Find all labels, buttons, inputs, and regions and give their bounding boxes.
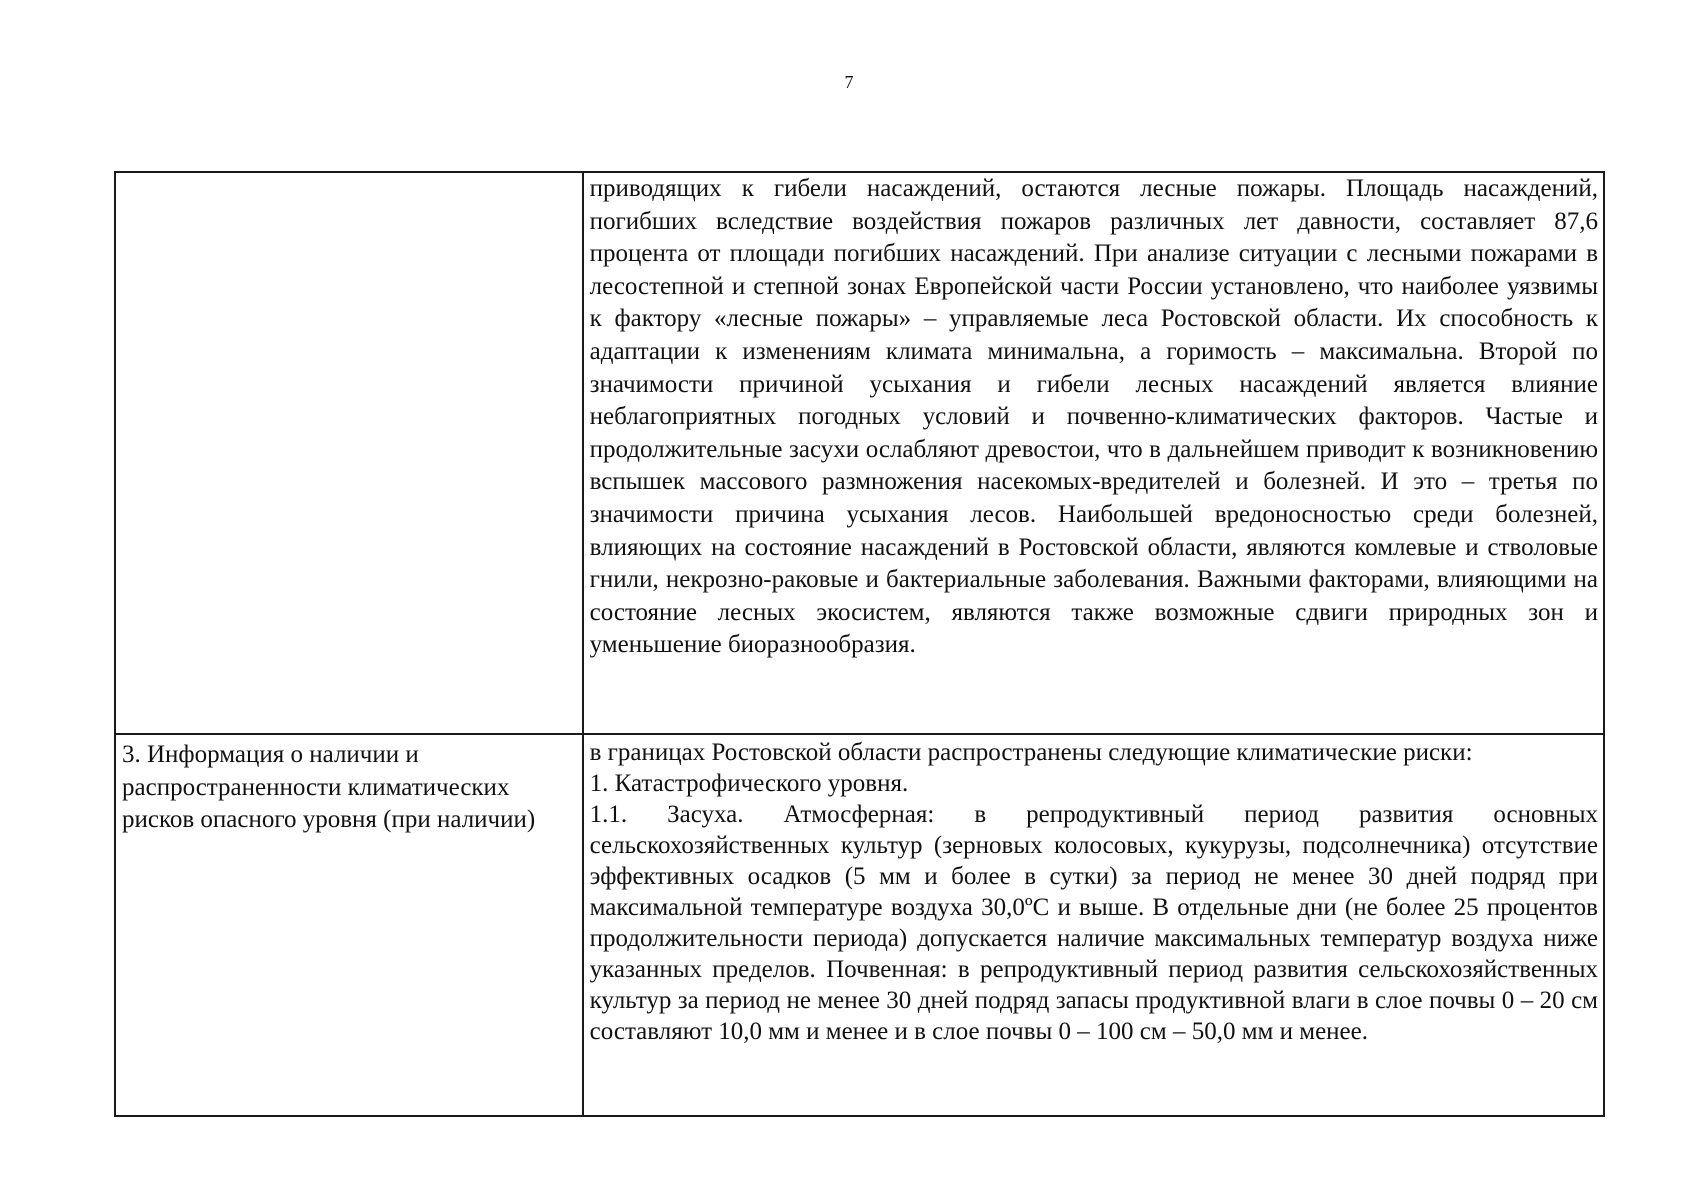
table-row — [115, 172, 1604, 734]
table-cell-right — [583, 734, 1604, 1116]
table-cell-left: 3. Информация о наличии и распространенности климатических рисков опасного уровня (при наличии) — [115, 734, 583, 1116]
paragraph: в границах Ростовской области распространены следующие климатические риски: — [589, 739, 1473, 766]
table-row — [115, 734, 1604, 1116]
document-table — [114, 171, 1605, 1117]
cell-content — [590, 735, 1598, 1047]
page-number: 7 — [844, 72, 854, 92]
paragraph: 1.1. Засуха. Атмосферная: в репродуктивный период развития основных сельскохозяйственных культур (зерновых колосовых, кукурузы, подсолнечника) отсутствие эффективных осадков (5 мм и более в сутки) за период не менее 30 дней подряд при максимальной температуре воздуха 30,0ºС и выше. В отдельные дни (не более 25 процентов продолжительности периода) допускается наличие максимальных температур воздуха ниже указанных пределов. Почвенная: в репродуктивный период развития сельскохозяйственных культур за период не менее 30 дней подряд запасы продуктивной влаги в слое почвы 0 – 20 см составляют 10,0 мм и менее и в слое почвы 0 – 100 см – 50,0 мм и менее. — [589, 801, 1598, 1045]
table-cell-right — [583, 172, 1604, 734]
paragraph: приводящих к гибели насаждений, остаются лесные пожары. Площадь насаждений, погибших вследствие воздействия пожаров различных лет давности, составляет 87,6 процента от площади погибших насаждений. При анализе ситуации с лесными пожарами в лесостепной и степной зонах Европейской части России установлено, что наиболее уязвимы к фактору «лесные пожары» – управляемые леса Ростовской области. Их способность к адаптации к изменениям климата минимальна, а горимость – максимальна. Второй по значимости причиной усыхания и гибели лесных насаждений является влияние неблагоприятных погодных условий и почвенно-климатических факторов. Частые и продолжительные засухи ослабляют древостои, что в дальнейшем приводит к возникновению вспышек массового размножения насекомых-вредителей и болезней. И это – третья по значимости причина усыхания лесов. Наибольшей вредоносностью среди болезней, влияющих на состояние насаждений в Ростовской области, являются комлевые и стволовые гнили, некрозно-раковые и бактериальные заболевания. Важными факторами, влияющими на состояние лесных экосистем, являются также возможные сдвиги природных зон и уменьшение биоразнообразия. — [589, 175, 1598, 659]
paragraph: 1. Катастрофического уровня. — [589, 770, 909, 797]
table-cell-left — [115, 172, 583, 734]
